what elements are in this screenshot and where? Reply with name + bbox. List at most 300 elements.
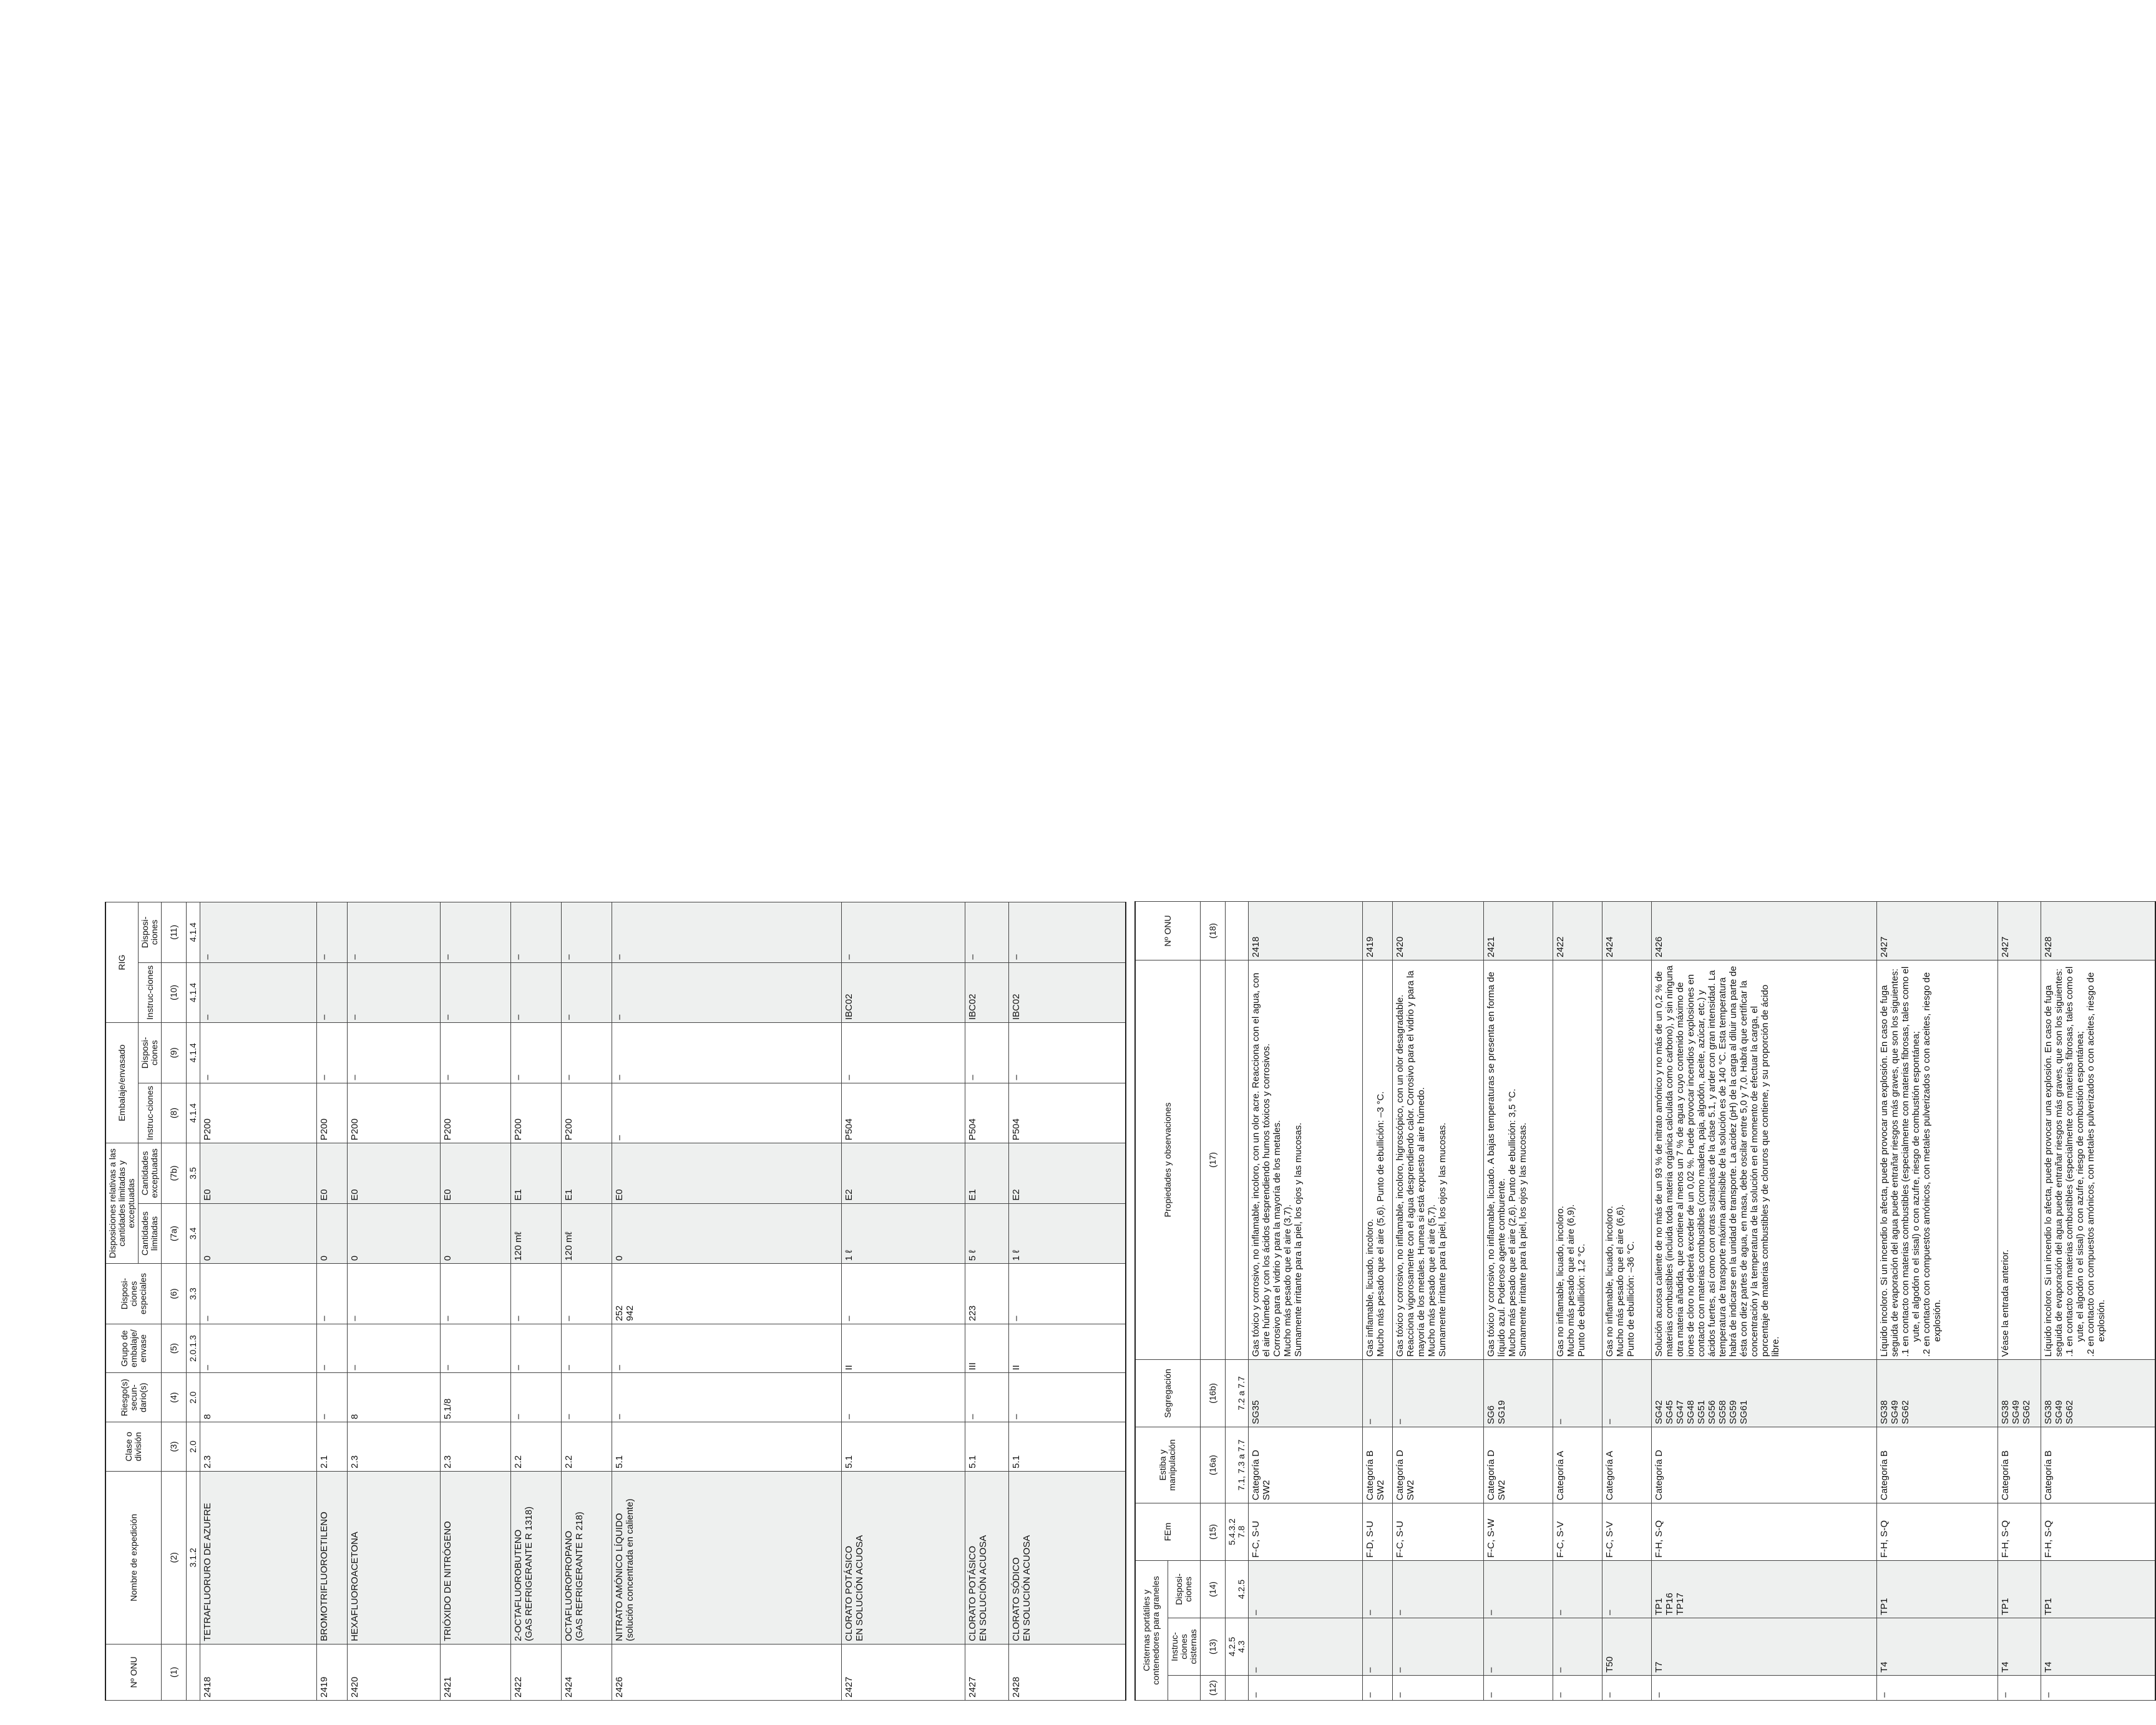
table-row [1363, 902, 1393, 1701]
un-number-cell: 2421 [1484, 902, 1553, 960]
column-number: (11) [162, 902, 187, 963]
right-dangerous-goods-table [1134, 901, 2156, 1701]
excepted-quantity-cell: E0 [441, 1143, 511, 1204]
packing-instruction-cell: P200 [561, 1083, 612, 1143]
properties-text: Gas tóxico y corrosivo, no inflamable, incoloro, con un olor acre. Reacciona con el agua, con el aire húmedo y con los ácidos desprendiendo humos tóxicos y corrosivos. Corrosivo para el vidrio y para la mayoría de los metales. Mucho más pesado que el aire (3,7). Sumamente irritante para la piel, los ojos y las mucosas. [1250, 972, 1304, 1357]
header-ibc-provisions: Disposi-ciones [139, 902, 162, 963]
packing-group-cell: – [612, 1324, 841, 1373]
table-row [1553, 902, 1602, 1701]
blank-cell: – [1877, 1676, 1998, 1701]
table-row [1998, 902, 2041, 1701]
column-reference: 3.1.2 [187, 1471, 200, 1644]
shipping-name-cell: 2-OCTAFLUOROBUTENO (GAS REFRIGERANTE R 1318) [511, 1471, 562, 1644]
tank-provision-cell: – [1393, 1561, 1484, 1618]
packing-instruction-cell: P200 [348, 1083, 441, 1143]
properties-cell [1553, 960, 1602, 1360]
subsidiary-risk-cell: – [1009, 1373, 1126, 1422]
packing-group-cell: II [841, 1324, 965, 1373]
column-number: (13) [1200, 1618, 1225, 1676]
column-number: (6) [162, 1264, 187, 1324]
ems-cell: F-C, S-W [1484, 1503, 1553, 1561]
column-number: (1) [162, 1644, 187, 1700]
shipping-name-cell: HEXAFLUOROACETONA [348, 1471, 441, 1644]
packing-instruction-cell: P504 [841, 1083, 965, 1143]
table-row [317, 902, 348, 1701]
special-provisions-cell: – [1009, 1264, 1126, 1324]
tank-instruction-cell: T7 [1652, 1618, 1877, 1676]
subsidiary-risk-cell: 5.1/8 [441, 1373, 511, 1422]
class-cell: 5.1 [965, 1422, 1008, 1472]
ibc-instruction-cell: – [612, 962, 841, 1023]
ibc-instruction-cell: – [561, 962, 612, 1023]
column-number: (15) [1200, 1503, 1225, 1561]
packing-instruction-cell: P200 [317, 1083, 348, 1143]
segregation-cell: SG42 SG45 SG47 SG48 SG51 SG56 SG58 SG59 SG61 [1652, 1360, 1877, 1427]
left-table-body [200, 902, 1126, 1701]
ems-cell: F-C, S-V [1602, 1503, 1651, 1561]
un-number-cell: 2419 [1363, 902, 1393, 960]
header-packaging-group: Embalaje/envasado [105, 1023, 139, 1143]
segregation-cell: SG38 SG49 SG62 [1998, 1360, 2041, 1427]
table-row [1877, 902, 1998, 1701]
column-number: (17) [1200, 960, 1225, 1360]
packing-group-cell: – [317, 1324, 348, 1373]
shipping-name-cell: CLORATO POTÁSICO EN SOLUCIÓN ACUOSA [841, 1471, 965, 1644]
packing-provision-cell: – [561, 1023, 612, 1083]
un-number-cell: 2420 [348, 1644, 441, 1700]
ibc-provision-cell: – [612, 902, 841, 963]
special-provisions-cell: – [841, 1264, 965, 1324]
shipping-name-cell: OCTAFLUOROPROPANO (GAS REFRIGERANTE R 218) [561, 1471, 612, 1644]
header-blank [1168, 1676, 1200, 1701]
segregation-cell: – [1393, 1360, 1484, 1427]
table-row [841, 902, 965, 1701]
ems-cell: F-C, S-U [1248, 1503, 1363, 1561]
properties-text: Gas inflamable, licuado, incoloro. Mucho más pesado que el aire (5,6). Punto de ebullición: –3 °C. [1365, 1091, 1387, 1357]
tank-instruction-cell: T4 [1877, 1618, 1998, 1676]
column-reference: 4.2.5 4.3 [1225, 1618, 1248, 1676]
stowage-cell: Categoría A [1553, 1427, 1602, 1503]
tank-instruction-cell: T50 [1602, 1618, 1651, 1676]
column-number: (12) [1200, 1676, 1225, 1701]
subsidiary-risk-cell: – [965, 1373, 1008, 1422]
subsidiary-risk-cell: – [511, 1373, 562, 1422]
properties-text: Gas no inflamable, licuado, incoloro. Mucho más pesado que el aire (6,9). Punto de ebullición: 1,2 °C. [1554, 1204, 1587, 1357]
tank-instruction-cell: T4 [1998, 1618, 2041, 1676]
un-number-cell: 2428 [1009, 1644, 1126, 1700]
header-ibc-instructions: Instruc-ciones [139, 962, 162, 1023]
packing-group-cell: – [561, 1324, 612, 1373]
ibc-provision-cell: – [348, 902, 441, 963]
properties-text: Véase la entrada anterior. [2000, 1249, 2011, 1357]
excepted-quantity-cell: E1 [965, 1143, 1008, 1204]
packing-provision-cell: – [317, 1023, 348, 1083]
blank-cell: – [1248, 1676, 1363, 1701]
ibc-instruction-cell: – [317, 962, 348, 1023]
column-number: (9) [162, 1023, 187, 1083]
un-number-cell: 2421 [441, 1644, 511, 1700]
ibc-provision-cell: – [561, 902, 612, 963]
blank-cell: – [1363, 1676, 1393, 1701]
un-number-cell: 2424 [1602, 902, 1651, 960]
tank-provision-cell: – [1248, 1561, 1363, 1618]
table-row [561, 902, 612, 1701]
properties-list-item: .2 en contacto con compuestos amónicos, con metales pulverizados o con aceites, riesgo de explosión. [2085, 972, 2107, 1357]
special-provisions-cell: – [200, 1264, 317, 1324]
excepted-quantity-cell: E2 [1009, 1143, 1126, 1204]
header-un-number: Nº ONU [105, 1644, 162, 1700]
left-table-header [105, 902, 200, 1701]
stowage-cell: Categoría D SW2 [1393, 1427, 1484, 1503]
class-cell: 2.2 [511, 1422, 562, 1472]
un-number-cell: 2427 [1998, 902, 2041, 960]
properties-cell [1602, 960, 1651, 1360]
column-reference: 3.5 [187, 1143, 200, 1204]
tank-instruction-cell: – [1363, 1618, 1393, 1676]
ibc-provision-cell: – [200, 902, 317, 963]
special-provisions-cell: – [511, 1264, 562, 1324]
un-number-cell: 2418 [1248, 902, 1363, 960]
table-row [511, 902, 562, 1701]
packing-provision-cell: – [612, 1023, 841, 1083]
table-row [965, 902, 1008, 1701]
shipping-name-cell: TETRAFLUORURO DE AZUFRE [200, 1471, 317, 1644]
packing-instruction-cell: P200 [441, 1083, 511, 1143]
un-number-cell: 2427 [965, 1644, 1008, 1700]
special-provisions-cell: 223 [965, 1264, 1008, 1324]
segregation-cell: SG38 SG49 SG62 [1877, 1360, 1998, 1427]
segregation-cell: – [1602, 1360, 1651, 1427]
subsidiary-risk-cell: – [612, 1373, 841, 1422]
header-class: Clase o división [105, 1422, 162, 1472]
column-reference: 4.1.4 [187, 1023, 200, 1083]
limited-quantity-cell: 0 [200, 1203, 317, 1264]
header-limited-excepted-group: Disposiciones relativas a las cantidades limitadas y exceptuadas [105, 1143, 139, 1264]
table-row [1248, 902, 1363, 1701]
packing-instruction-cell: P504 [965, 1083, 1008, 1143]
packing-instruction-cell: P504 [1009, 1083, 1126, 1143]
column-reference: 4.2.5 [1225, 1561, 1248, 1618]
left-table-container [105, 902, 1126, 1701]
shipping-name-cell: NITRATO AMÓNICO LÍQUIDO (solución concentrada en caliente) [612, 1471, 841, 1644]
properties-text: Gas tóxico y corrosivo, no inflamable, incoloro, higroscópico, con un olor desagradable. Reacciona vigorosamente con el agua desprendiendo calor. Corrosivo para el vidrio y para la mayoría de los metales. Humea si está expuesto al aire húmedo. Mucho más pesado que el aire (5,7). Sumamente irritante para la piel, los ojos y las mucosas. [1395, 970, 1448, 1357]
packing-provision-cell: – [965, 1023, 1008, 1083]
properties-text: Líquido incoloro. Si un incendio lo afecta, puede provocar una explosión. En caso de fuga seguida de evaporación del agua puede entrañar riesgos más graves, que son los siguientes: [2042, 968, 2064, 1357]
excepted-quantity-cell: E1 [511, 1143, 562, 1204]
header-limited-quantities: Cantidades limitadas [139, 1203, 162, 1264]
blank-cell: – [1998, 1676, 2041, 1701]
segregation-cell: SG38 SG49 SG62 [2041, 1360, 2155, 1427]
un-number-cell: 2422 [511, 1644, 562, 1700]
un-number-cell: 2422 [1553, 902, 1602, 960]
class-cell: 5.1 [612, 1422, 841, 1472]
right-table-container [1134, 902, 2156, 1701]
limited-quantity-cell: 0 [348, 1203, 441, 1264]
subsidiary-risk-cell: 8 [348, 1373, 441, 1422]
table-row [1009, 902, 1126, 1701]
un-number-cell: 2424 [561, 1644, 612, 1700]
class-cell: 2.2 [561, 1422, 612, 1472]
properties-text: Solución acuosa caliente de no más de un 93 % de nitrato amónico y no más de un 0,2 % de materias combustibles (incluida toda materia orgánica calculada como carbono), y sin ninguna otra materia añadida, que contiene al menos un 7 % de agua y cuyo contenido máximo de iones de cloro no deberá exceder de un 0,02 %. Puede provocar incendios y explosiones en contacto con materias combustibles (como madera, paja, algodón, aceite, azúcar, etc.) y ácidos fuertes, así como con otras sustancias de la clase 5.1, y arder con gran intensidad. La temperatura de transporte máxima admisible de la solución es de 140 °C. Esta temperatura habrá de indicarse en la unidad de transporte. La acidez (pH) de la carga al diluir una parte de ésta con diez partes de agua, en masa, debe oscilar entre 5,0 y 7,0. Habrá que certificar la concentración y la temperatura de la solución en el momento de efectuar la carga, el porcentaje de materias combustibles y de cloruros que contiene, y su proporción de ácido libre. [1654, 965, 1782, 1357]
packing-provision-cell: – [348, 1023, 441, 1083]
tank-provision-cell: TP1 TP16 TP17 [1652, 1561, 1877, 1618]
packing-provision-cell: – [200, 1023, 317, 1083]
properties-cell [1652, 960, 1877, 1360]
ibc-provision-cell: – [317, 902, 348, 963]
ibc-instruction-cell: – [348, 962, 441, 1023]
tank-provision-cell: – [1363, 1561, 1393, 1618]
tank-provision-cell: – [1602, 1561, 1651, 1618]
blank-cell: – [1484, 1676, 1553, 1701]
limited-quantity-cell: 120 mℓ [561, 1203, 612, 1264]
class-cell: 5.1 [841, 1422, 965, 1472]
properties-list-item: .2 en contacto con compuestos amónicos, con metales pulverizados o con aceites, riesgo de explosión. [1921, 972, 1943, 1357]
left-dangerous-goods-table [105, 902, 1126, 1701]
class-cell: 2.1 [317, 1422, 348, 1472]
ems-cell: F-H, S-Q [1652, 1503, 1877, 1561]
column-number: (16a) [1200, 1427, 1225, 1503]
un-number-cell: 2418 [200, 1644, 317, 1700]
header-excepted-quantities: Cantidades exceptuadas [139, 1143, 162, 1204]
class-cell: 5.1 [1009, 1422, 1126, 1472]
packing-provision-cell: – [511, 1023, 562, 1083]
header-un-number-right: Nº ONU [1135, 902, 1200, 960]
right-table-header [1135, 902, 1248, 1701]
column-reference: 3.4 [187, 1203, 200, 1264]
segregation-cell: – [1363, 1360, 1393, 1427]
ibc-provision-cell: – [965, 902, 1008, 963]
column-reference [1225, 960, 1248, 1360]
properties-cell [1484, 960, 1553, 1360]
ibc-provision-cell: – [511, 902, 562, 963]
packing-instruction-cell: P200 [200, 1083, 317, 1143]
tank-instruction-cell: – [1393, 1618, 1484, 1676]
special-provisions-cell: – [348, 1264, 441, 1324]
segregation-cell: SG35 [1248, 1360, 1363, 1427]
properties-cell [2041, 960, 2155, 1360]
excepted-quantity-cell: E1 [561, 1143, 612, 1204]
ibc-provision-cell: – [1009, 902, 1126, 963]
column-reference [187, 1644, 200, 1700]
un-number-cell: 2428 [2041, 902, 2155, 960]
limited-quantity-cell: 1 ℓ [1009, 1203, 1126, 1264]
subsidiary-risk-cell: – [561, 1373, 612, 1422]
segregation-cell: SG6 SG19 [1484, 1360, 1553, 1427]
shipping-name-cell: CLORATO SÓDICO EN SOLUCIÓN ACUOSA [1009, 1471, 1126, 1644]
excepted-quantity-cell: E2 [841, 1143, 965, 1204]
class-cell: 2.3 [200, 1422, 317, 1472]
table-row [1602, 902, 1651, 1701]
column-number: (4) [162, 1373, 187, 1422]
packing-group-cell: – [348, 1324, 441, 1373]
header-stowage-handling: Estiba y manipulación [1135, 1427, 1200, 1503]
column-number: (18) [1200, 902, 1225, 960]
table-row [2041, 902, 2155, 1701]
column-reference: 3.3 [187, 1264, 200, 1324]
column-reference: 4.1.4 [187, 1083, 200, 1143]
limited-quantity-cell: 5 ℓ [965, 1203, 1008, 1264]
tank-instruction-cell: – [1248, 1618, 1363, 1676]
table-row [1484, 902, 1553, 1701]
un-number-cell: 2427 [1877, 902, 1998, 960]
special-provisions-cell: – [561, 1264, 612, 1324]
header-ibc-group: RIG [105, 902, 139, 1023]
class-cell: 2.3 [348, 1422, 441, 1472]
column-number: (14) [1200, 1561, 1225, 1618]
special-provisions-cell: – [317, 1264, 348, 1324]
ibc-instruction-cell: – [200, 962, 317, 1023]
properties-text: Líquido incoloro. Si un incendio lo afecta, puede provocar una explosión. En caso de fuga seguida de evaporación del agua puede entrañar riesgos más graves, que son los siguientes: [1879, 968, 1901, 1357]
packing-instruction-cell: – [612, 1083, 841, 1143]
shipping-name-cell: TRIÓXIDO DE NITRÓGENO [441, 1471, 511, 1644]
column-number: (7b) [162, 1143, 187, 1204]
packing-provision-cell: – [841, 1023, 965, 1083]
properties-list-item: .1 en contacto con materias combustibles (especialmente con materias fibrosas, tales como el yute, el algodón o el sisal) o con azufre, riesgo de combustión espontánea; [2064, 966, 2085, 1357]
special-provisions-cell: 252 942 [612, 1264, 841, 1324]
tank-provision-cell: TP1 [1998, 1561, 2041, 1618]
blank-cell: – [1652, 1676, 1877, 1701]
stowage-cell: Categoría B [2041, 1427, 2155, 1503]
header-portable-tanks-group: Cisternas portátiles y contenedores para graneles [1135, 1561, 1168, 1701]
column-reference: 2.0 [187, 1422, 200, 1472]
ibc-instruction-cell: IBC02 [965, 962, 1008, 1023]
header-segregation: Segregación [1135, 1360, 1200, 1427]
ibc-provision-cell: – [841, 902, 965, 963]
ibc-provision-cell: – [441, 902, 511, 963]
packing-instruction-cell: P200 [511, 1083, 562, 1143]
column-reference: 2.0.1.3 [187, 1324, 200, 1373]
ibc-instruction-cell: IBC02 [1009, 962, 1126, 1023]
column-reference [1225, 1676, 1248, 1701]
packing-provision-cell: – [441, 1023, 511, 1083]
blank-cell: – [1553, 1676, 1602, 1701]
packing-group-cell: – [441, 1324, 511, 1373]
packing-group-cell: – [511, 1324, 562, 1373]
header-properties-observations: Propiedades y observaciones [1135, 960, 1200, 1360]
tank-instruction-cell: – [1553, 1618, 1602, 1676]
column-reference: 4.1.4 [187, 902, 200, 963]
stowage-cell: Categoría B SW2 [1363, 1427, 1393, 1503]
un-number-cell: 2419 [317, 1644, 348, 1700]
column-reference: 7.2 a 7.7 [1225, 1360, 1248, 1427]
header-tank-instructions: Instruc-ciones cisternas [1168, 1618, 1200, 1676]
tank-instruction-cell: – [1484, 1618, 1553, 1676]
ems-cell: F-D, S-U [1363, 1503, 1393, 1561]
excepted-quantity-cell: E0 [612, 1143, 841, 1204]
shipping-name-cell: CLORATO POTÁSICO EN SOLUCIÓN ACUOSA [965, 1471, 1008, 1644]
stowage-cell: Categoría B [1877, 1427, 1998, 1503]
ibc-instruction-cell: IBC02 [841, 962, 965, 1023]
column-number: (2) [162, 1471, 187, 1644]
table-row [200, 902, 317, 1701]
ems-cell: F-C, S-U [1393, 1503, 1484, 1561]
limited-quantity-cell: 0 [317, 1203, 348, 1264]
column-number: (7a) [162, 1203, 187, 1264]
shipping-name-cell: BROMOTRIFLUOROETILENO [317, 1471, 348, 1644]
limited-quantity-cell: 120 mℓ [511, 1203, 562, 1264]
ibc-instruction-cell: – [441, 962, 511, 1023]
header-packing-instructions: Instruc-ciones [139, 1083, 162, 1143]
properties-text: Gas no inflamable, licuado, incoloro. Mucho más pesado que el aire (6,6). Punto de ebullición: –36 °C. [1604, 1204, 1636, 1357]
header-ems: FEm [1135, 1503, 1200, 1561]
properties-cell [1363, 960, 1393, 1360]
tank-instruction-cell: T4 [2041, 1618, 2155, 1676]
subsidiary-risk-cell: – [841, 1373, 965, 1422]
properties-list-item: .1 en contacto con materias combustibles (especialmente con materias fibrosas, tales como el yute, el algodón o el sisal) o con azufre, riesgo de combustión espontánea; [1900, 966, 1922, 1357]
header-special-provisions: Disposi-ciones especiales [105, 1264, 162, 1324]
ems-cell: F-H, S-Q [1877, 1503, 1998, 1561]
column-number: (5) [162, 1324, 187, 1373]
ems-cell: F-H, S-Q [2041, 1503, 2155, 1561]
stowage-cell: Categoría D [1652, 1427, 1877, 1503]
excepted-quantity-cell: E0 [348, 1143, 441, 1204]
table-row [1393, 902, 1484, 1701]
packing-group-cell: II [1009, 1324, 1126, 1373]
stowage-cell: Categoría D SW2 [1248, 1427, 1363, 1503]
column-number: (16b) [1200, 1360, 1225, 1427]
ems-cell: F-H, S-Q [1998, 1503, 2041, 1561]
right-table-body [1248, 902, 2155, 1701]
subsidiary-risk-cell: – [317, 1373, 348, 1422]
excepted-quantity-cell: E0 [317, 1143, 348, 1204]
tank-provision-cell: TP1 [2041, 1561, 2155, 1618]
column-number: (8) [162, 1083, 187, 1143]
table-row [348, 902, 441, 1701]
properties-cell [1877, 960, 1998, 1360]
un-number-cell: 2427 [841, 1644, 965, 1700]
column-reference: 4.1.4 [187, 962, 200, 1023]
ibc-instruction-cell: – [511, 962, 562, 1023]
header-tank-provisions: Disposi-ciones [1168, 1561, 1200, 1618]
properties-cell [1998, 960, 2041, 1360]
limited-quantity-cell: 0 [612, 1203, 841, 1264]
column-number: (10) [162, 962, 187, 1023]
segregation-cell: – [1553, 1360, 1602, 1427]
ems-cell: F-C, S-V [1553, 1503, 1602, 1561]
header-subsidiary-risk: Riesgo(s) secun-dario(s) [105, 1373, 162, 1422]
packing-group-cell: – [200, 1324, 317, 1373]
limited-quantity-cell: 1 ℓ [841, 1203, 965, 1264]
column-number: (3) [162, 1422, 187, 1472]
packing-provision-cell: – [1009, 1023, 1126, 1083]
column-reference [1225, 902, 1248, 960]
class-cell: 2.3 [441, 1422, 511, 1472]
header-packing-provisions: Disposi-ciones [139, 1023, 162, 1083]
column-reference: 5.4.3.2 7.8 [1225, 1503, 1248, 1561]
table-row [612, 902, 841, 1701]
excepted-quantity-cell: E0 [200, 1143, 317, 1204]
limited-quantity-cell: 0 [441, 1203, 511, 1264]
blank-cell: – [2041, 1676, 2155, 1701]
properties-text: Gas tóxico y corrosivo, no inflamable, licuado. A bajas temperaturas se presenta en forma de líquido azul. Poderoso agente comburente. Mucho más pesado que el aire (2,6). Punto de ebullición: 3,5 °C. Sumamente irritante para la piel, los ojos y las mucosas. [1486, 972, 1529, 1357]
column-reference: 7.1, 7.3 a 7.7 [1225, 1427, 1248, 1503]
table-row [441, 902, 511, 1701]
tank-provision-cell: TP1 [1877, 1561, 1998, 1618]
tank-provision-cell: – [1484, 1561, 1553, 1618]
header-packing-group: Grupo de embalaje/ envase [105, 1324, 162, 1373]
properties-cell [1393, 960, 1484, 1360]
blank-cell: – [1602, 1676, 1651, 1701]
properties-cell [1248, 960, 1363, 1360]
subsidiary-risk-cell: 8 [200, 1373, 317, 1422]
un-number-cell: 2426 [1652, 902, 1877, 960]
packing-group-cell: III [965, 1324, 1008, 1373]
header-proper-shipping-name: Nombre de expedición [105, 1471, 162, 1644]
special-provisions-cell: – [441, 1264, 511, 1324]
stowage-cell: Categoría A [1602, 1427, 1651, 1503]
stowage-cell: Categoría B [1998, 1427, 2041, 1503]
tank-provision-cell: – [1553, 1561, 1602, 1618]
